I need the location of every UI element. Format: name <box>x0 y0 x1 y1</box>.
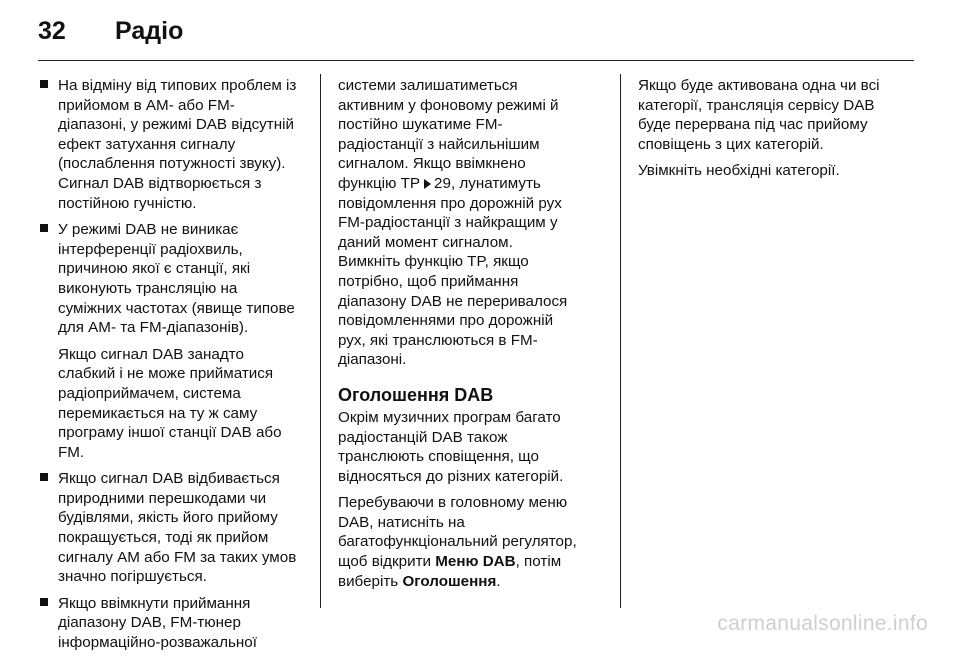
cross-reference-arrow-icon <box>424 179 431 189</box>
bullet-square-icon <box>40 473 48 481</box>
column-2 <box>338 76 610 598</box>
bullet-text <box>58 76 310 213</box>
text-line: сигналом. Якщо ввімкнено <box>338 155 526 173</box>
paragraph: системи залишатиметься активним у фоновому режимі й постійно шукатиме FM- радіостанції з найсильнішим сигналом. Якщо ввімкнено функцію TP 29, лунатимуть повідомлення про дорожній рух FM-радіостанції з найкращим у даний момент сигналом. Вимкніть функцію TP, якщо потрібно, щоб приймання діапазону DAB не переривалося повідомленнями про дорожній рух, які транслюються в FM- діапазоні. <box>338 76 610 370</box>
text-line: даний момент сигналом. <box>338 233 513 251</box>
text-line: рух, які транслюються в FM- <box>338 331 538 349</box>
text-line: діапазоні. <box>338 351 407 369</box>
text-line: прийомом в AM- або FM- <box>58 96 235 114</box>
text-line: діапазону DAB не переривалося <box>338 292 568 310</box>
paragraph: Перебуваючи в головному меню DAB, натисніть на багатофункціональний регулятор, щоб відкрити Меню DAB, потім виберіть Оголошення. <box>338 493 610 591</box>
text-line: Окрім музичних програм багато <box>338 408 561 426</box>
text-line: постійно шукатиме FM- <box>338 116 503 134</box>
text-line: інформаційно-розважальної <box>58 634 257 652</box>
text-line: радіостанції з найсильнішим <box>338 135 540 153</box>
text-line: Якщо сигнал DAB відбивається <box>58 470 280 488</box>
text-line: діапазону DAB, FM-тюнер <box>58 614 241 632</box>
watermark: carmanualsonline.info <box>717 612 928 635</box>
paragraph <box>638 76 916 154</box>
text-line: природними перешкодами чи <box>58 489 267 507</box>
text-line: У режимі DAB не виникає <box>58 221 239 239</box>
text-line: програму іншої станції DAB або <box>58 424 282 442</box>
text-line: транслюють сповіщення, що <box>338 448 539 466</box>
menu-name: Меню DAB <box>435 553 516 571</box>
column-divider-2 <box>620 74 621 608</box>
bullet-item <box>38 220 310 338</box>
text-line: На відміну від типових проблем із <box>58 77 297 94</box>
text-line: Перебуваючи в головному меню <box>338 494 568 512</box>
bullet-text <box>58 469 310 587</box>
text-line: Вимкніть функцію TP, якщо <box>338 253 529 271</box>
header-rule <box>38 60 914 61</box>
text-line: Якщо ввімкнути приймання <box>58 594 251 612</box>
text-line: сповіщень з цих категорій. <box>638 135 824 153</box>
text-line: багатофункціональний регулятор, <box>338 533 577 551</box>
bullet-item <box>38 76 310 213</box>
text-line: покращується, тоді як прийом <box>58 529 269 547</box>
bullet-text <box>58 220 310 338</box>
bullet-square-icon <box>40 224 48 232</box>
section-title: Радіо <box>115 17 184 45</box>
column-1 <box>38 76 310 660</box>
text-line: Якщо буде активована одна чи всі <box>638 77 880 94</box>
paragraph <box>638 161 916 181</box>
text-line: системи залишатиметься <box>338 77 518 94</box>
text-line: значно погіршується. <box>58 568 207 586</box>
subsection-heading: Оголошення DAB <box>338 384 494 405</box>
paragraph <box>38 345 310 463</box>
text-line: FM-радіостанції з найкращим у <box>338 214 558 232</box>
text-line: категорії, трансляція сервісу DAB <box>638 96 875 114</box>
text-line: FM. <box>58 443 85 461</box>
text-line: Якщо сигнал DAB занадто <box>58 345 244 363</box>
text-line: відносяться до різних категорій. <box>338 467 564 485</box>
text-line: активним у фоновому режимі й <box>338 96 559 114</box>
text-line: повідомлення про дорожній рух <box>338 194 562 212</box>
text-line: суміжних частотах (явище типове <box>58 299 295 317</box>
page-number: 32 <box>38 17 66 45</box>
text-line: DAB, натисніть на <box>338 513 465 531</box>
bullet-item <box>38 469 310 587</box>
text-line: будівлями, якість його прийому <box>58 509 278 527</box>
paragraph <box>338 408 610 486</box>
text-line: повідомленнями про дорожній <box>338 312 554 330</box>
page-header <box>38 17 183 51</box>
menu-item-name: Оголошення <box>402 572 497 590</box>
column-3 <box>638 76 916 188</box>
text-line: постійною гучністю. <box>58 194 197 212</box>
text-line: виконують трансляцію на <box>58 279 238 297</box>
text-line: (послаблення потужності звуку). <box>58 155 286 173</box>
text-line: інтерференції радіохвиль, <box>58 240 243 258</box>
text-line: причиною якої є станції, які <box>58 260 251 278</box>
text-line: слабкий і не може прийматися <box>58 365 274 383</box>
text-line: Увімкніть необхідні категорії. <box>638 162 840 180</box>
column-divider-1 <box>320 74 321 608</box>
bullet-square-icon <box>40 80 48 88</box>
text-line: перемикається на ту ж саму <box>58 404 258 422</box>
text-line: Сигнал DAB відтворюється з <box>58 174 262 192</box>
bullet-text <box>58 594 310 653</box>
text-line: сигналу AM або FM за таких умов <box>58 548 297 566</box>
bullet-item <box>38 594 310 653</box>
text-line: буде перервана під час прийому <box>638 116 868 134</box>
text-line: радіоприймачем, система <box>58 384 241 402</box>
bullet-square-icon <box>40 598 48 606</box>
text-line: потрібно, щоб приймання <box>338 272 519 290</box>
text-line: для AM- та FM-діапазонів). <box>58 319 249 337</box>
text-line: ефект затухання сигналу <box>58 135 236 153</box>
text-line: діапазоні, у режимі DAB відсутній <box>58 116 294 134</box>
text-line: радіостанцій DAB також <box>338 428 508 446</box>
